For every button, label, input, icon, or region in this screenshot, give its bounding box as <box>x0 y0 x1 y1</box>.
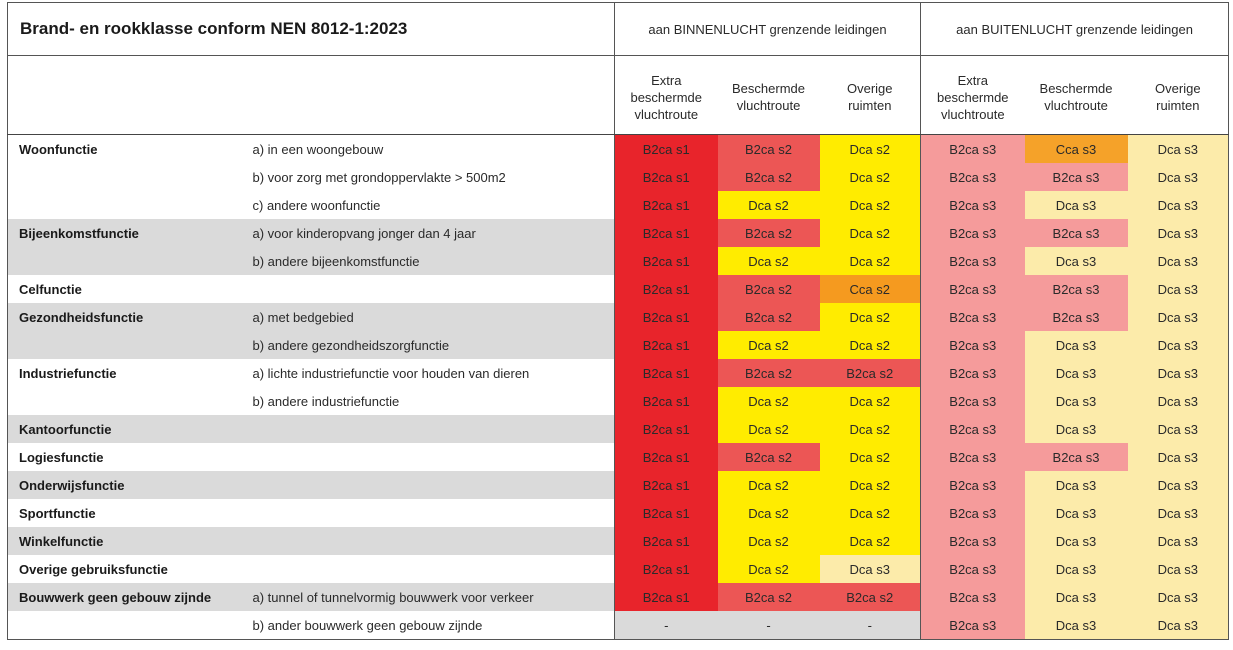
class-cell: B2ca s1 <box>615 331 718 359</box>
subheader-blank <box>8 56 615 135</box>
col-header-beschermd-binnen <box>718 56 820 135</box>
col-header-line: ruimten <box>848 98 892 113</box>
class-cell: Dca s3 <box>1025 191 1128 219</box>
table-row <box>8 135 1229 164</box>
function-name: Onderwijsfunctie <box>8 471 253 499</box>
class-cell: Dca s2 <box>718 555 820 583</box>
class-cell: B2ca s3 <box>921 471 1025 499</box>
function-name: Bijeenkomstfunctie <box>8 219 253 247</box>
table-row <box>8 611 1229 640</box>
function-name <box>8 331 253 359</box>
class-cell: B2ca s2 <box>820 359 921 387</box>
class-cell: Dca s3 <box>1128 275 1229 303</box>
sub-function: b) andere bijeenkomstfunctie <box>253 247 615 275</box>
class-cell: B2ca s2 <box>718 163 820 191</box>
sub-function: b) voor zorg met grondoppervlakte > 500m2 <box>252 169 506 185</box>
table-row <box>8 471 1229 499</box>
class-cell: Dca s3 <box>1128 135 1229 164</box>
class-cell: Dca s3 <box>1025 387 1128 415</box>
table-row <box>8 499 1229 527</box>
class-cell: B2ca s1 <box>615 471 718 499</box>
sub-function <box>253 527 615 555</box>
function-name: Kantoorfunctie <box>8 415 253 443</box>
class-cell: B2ca s2 <box>718 359 820 387</box>
class-cell: B2ca s3 <box>921 387 1025 415</box>
class-cell: Dca s2 <box>820 499 921 527</box>
function-name: Overige gebruiksfunctie <box>8 555 253 583</box>
col-header-line: Beschermde <box>1039 81 1113 96</box>
sub-function: c) andere woonfunctie <box>252 197 381 213</box>
class-cell: B2ca s3 <box>921 219 1025 247</box>
col-header-line: Beschermde <box>732 81 805 96</box>
class-cell: B2ca s3 <box>1025 443 1128 471</box>
class-cell: Dca s3 <box>1128 471 1229 499</box>
class-cell: Dca s3 <box>1128 387 1229 415</box>
sub-function: a) met bedgebied <box>253 303 615 331</box>
class-cell: Dca s2 <box>820 247 921 275</box>
class-cell: B2ca s3 <box>921 163 1025 191</box>
function-name: Celfunctie <box>8 275 253 303</box>
table-row <box>8 331 1229 359</box>
class-cell: Dca s3 <box>1025 471 1128 499</box>
class-cell: Dca s2 <box>718 191 820 219</box>
function-name: Industriefunctie <box>8 359 253 387</box>
class-cell: Dca s2 <box>820 135 921 164</box>
header-row <box>8 3 1229 56</box>
sub-function: b) ander bouwwerk geen gebouw zijnde <box>253 611 615 640</box>
table-body <box>8 135 1229 640</box>
table-row <box>8 359 1229 387</box>
table-row <box>8 163 1229 191</box>
class-cell: B2ca s3 <box>921 527 1025 555</box>
sub-function: a) tunnel of tunnelvormig bouwwerk voor verkeer <box>253 583 615 611</box>
class-cell: Dca s2 <box>820 191 921 219</box>
class-cell: B2ca s2 <box>718 443 820 471</box>
sub-function <box>253 443 615 471</box>
class-cell: - <box>820 611 921 640</box>
class-cell: B2ca s3 <box>921 443 1025 471</box>
class-cell: Dca s2 <box>718 387 820 415</box>
col-header-extra-buiten <box>921 56 1025 135</box>
class-cell: Dca s2 <box>718 471 820 499</box>
table-row <box>8 191 1229 219</box>
class-cell: Dca s2 <box>820 387 921 415</box>
class-cell: B2ca s3 <box>921 583 1025 611</box>
sub-function: a) in een woongebouw <box>252 141 384 157</box>
sub-function <box>253 275 615 303</box>
function-name: Winkelfunctie <box>8 527 253 555</box>
class-cell: B2ca s1 <box>615 275 718 303</box>
sub-function: b) andere gezondheidszorgfunctie <box>253 331 615 359</box>
class-cell: B2ca s2 <box>718 275 820 303</box>
class-cell: B2ca s1 <box>615 163 718 191</box>
table-title: Brand- en rookklasse conform NEN 8012-1:2023 <box>8 3 615 56</box>
class-cell: Dca s3 <box>1128 555 1229 583</box>
class-cell: B2ca s3 <box>921 275 1025 303</box>
col-header-line: vluchtroute <box>736 98 801 113</box>
class-cell: Dca s2 <box>820 471 921 499</box>
class-cell: Dca s2 <box>820 303 921 331</box>
col-header-line: ruimten <box>1156 98 1200 113</box>
class-cell: Dca s3 <box>1025 583 1128 611</box>
function-name: Logiesfunctie <box>8 443 253 471</box>
class-cell: Dca s3 <box>1025 415 1128 443</box>
class-cell: Dca s3 <box>1128 219 1229 247</box>
function-name <box>8 247 253 275</box>
function-name: Sportfunctie <box>8 499 253 527</box>
class-cell: B2ca s3 <box>1025 219 1128 247</box>
class-cell: Dca s3 <box>1128 303 1229 331</box>
class-cell: B2ca s1 <box>615 359 718 387</box>
class-cell: Dca s2 <box>718 247 820 275</box>
function-name <box>8 611 253 640</box>
sub-function: a) voor kinderopvang jonger dan 4 jaar <box>253 219 615 247</box>
class-cell: B2ca s3 <box>1025 303 1128 331</box>
class-cell: B2ca s1 <box>615 135 718 164</box>
class-cell: B2ca s3 <box>921 191 1025 219</box>
class-cell: Dca s3 <box>1025 359 1128 387</box>
table-row <box>8 219 1229 247</box>
subheader-row <box>8 56 1229 135</box>
class-cell: Dca s3 <box>1128 527 1229 555</box>
class-cell: Dca s3 <box>1025 555 1128 583</box>
class-cell: Cca s3 <box>1025 135 1128 164</box>
class-cell: B2ca s3 <box>921 499 1025 527</box>
class-cell: B2ca s3 <box>921 415 1025 443</box>
class-cell: B2ca s3 <box>921 611 1025 640</box>
class-cell: Dca s3 <box>1025 611 1128 640</box>
table-row <box>8 387 1229 415</box>
class-cell: B2ca s3 <box>1025 275 1128 303</box>
class-cell: Dca s2 <box>820 443 921 471</box>
col-header-beschermd-buiten <box>1025 56 1128 135</box>
group-header-buitenlucht: aan BUITENLUCHT grenzende leidingen <box>921 3 1229 56</box>
class-cell: B2ca s2 <box>820 583 921 611</box>
col-header-line: Overige <box>847 81 893 96</box>
sub-function: a) lichte industriefunctie voor houden van dieren <box>252 365 530 381</box>
class-cell: B2ca s1 <box>615 387 718 415</box>
class-cell: Dca s3 <box>1025 499 1128 527</box>
class-cell: B2ca s1 <box>615 415 718 443</box>
class-cell: B2ca s3 <box>921 247 1025 275</box>
class-cell: Dca s2 <box>718 527 820 555</box>
class-cell: Dca s2 <box>820 527 921 555</box>
class-cell: Dca s3 <box>1025 247 1128 275</box>
function-name: Gezondheidsfunctie <box>8 303 253 331</box>
class-cell: B2ca s2 <box>718 303 820 331</box>
class-cell: Dca s3 <box>820 555 921 583</box>
function-name <box>8 387 253 415</box>
table-row <box>8 555 1229 583</box>
class-cell: Dca s2 <box>820 163 921 191</box>
col-header-line: Extra <box>651 72 682 88</box>
table-row <box>8 443 1229 471</box>
table-row <box>8 415 1229 443</box>
table-row <box>8 583 1229 611</box>
class-cell: B2ca s3 <box>921 331 1025 359</box>
class-cell: B2ca s3 <box>921 555 1025 583</box>
function-name <box>8 163 253 191</box>
class-cell: B2ca s1 <box>615 527 718 555</box>
fire-class-table <box>7 2 1229 640</box>
class-cell: B2ca s2 <box>718 583 820 611</box>
class-cell: Dca s3 <box>1128 191 1229 219</box>
class-cell: B2ca s1 <box>615 247 718 275</box>
class-cell: Dca s3 <box>1128 415 1229 443</box>
class-cell: B2ca s3 <box>921 303 1025 331</box>
class-cell: B2ca s3 <box>921 359 1025 387</box>
class-cell: B2ca s2 <box>718 135 820 164</box>
class-cell: Dca s2 <box>718 331 820 359</box>
col-header-line: beschermde <box>630 89 703 105</box>
function-name <box>8 191 253 219</box>
class-cell: Dca s2 <box>718 499 820 527</box>
class-cell: B2ca s1 <box>615 583 718 611</box>
col-header-line: Overige <box>1155 81 1201 96</box>
class-cell: Dca s2 <box>820 219 921 247</box>
sub-function <box>253 415 615 443</box>
col-header-overig-binnen <box>820 56 921 135</box>
table-row <box>8 303 1229 331</box>
class-cell: B2ca s1 <box>615 219 718 247</box>
class-cell: Dca s3 <box>1128 443 1229 471</box>
col-header-line: vluchtroute <box>634 106 699 122</box>
class-cell: B2ca s3 <box>921 135 1025 164</box>
sub-function <box>253 471 615 499</box>
col-header-overig-buiten <box>1128 56 1229 135</box>
table-row <box>8 275 1229 303</box>
col-header-line: Extra <box>957 72 988 88</box>
class-cell: Dca s3 <box>1128 247 1229 275</box>
class-cell: Dca s3 <box>1128 583 1229 611</box>
class-cell: Dca s3 <box>1128 611 1229 640</box>
class-cell: Dca s3 <box>1025 527 1128 555</box>
table-row <box>8 527 1229 555</box>
class-cell: Cca s2 <box>820 275 921 303</box>
col-header-line: vluchtroute <box>1044 98 1108 113</box>
col-header-line: vluchtroute <box>940 106 1005 122</box>
class-cell: Dca s3 <box>1025 331 1128 359</box>
class-cell: - <box>615 611 718 640</box>
col-header-extra-binnen <box>615 56 718 135</box>
function-name: Woonfunctie <box>8 135 253 164</box>
class-cell: Dca s3 <box>1128 163 1229 191</box>
class-cell: Dca s2 <box>820 415 921 443</box>
table-row <box>8 247 1229 275</box>
sub-function: b) andere industriefunctie <box>252 393 400 409</box>
function-name: Bouwwerk geen gebouw zijnde <box>8 583 253 611</box>
class-cell: B2ca s3 <box>1025 163 1128 191</box>
class-cell: Dca s2 <box>820 331 921 359</box>
class-cell: B2ca s1 <box>615 499 718 527</box>
class-cell: B2ca s1 <box>615 191 718 219</box>
sub-function <box>253 499 615 527</box>
class-cell: B2ca s1 <box>615 303 718 331</box>
sub-function <box>253 555 615 583</box>
class-cell: B2ca s1 <box>615 555 718 583</box>
class-cell: Dca s3 <box>1128 359 1229 387</box>
class-cell: B2ca s2 <box>718 219 820 247</box>
class-cell: - <box>718 611 820 640</box>
class-cell: B2ca s1 <box>615 443 718 471</box>
col-header-line: beschermde <box>937 89 1009 105</box>
class-cell: Dca s2 <box>718 415 820 443</box>
class-cell: Dca s3 <box>1128 331 1229 359</box>
class-cell: Dca s3 <box>1128 499 1229 527</box>
group-header-binnenlucht: aan BINNENLUCHT grenzende leidingen <box>615 3 921 56</box>
